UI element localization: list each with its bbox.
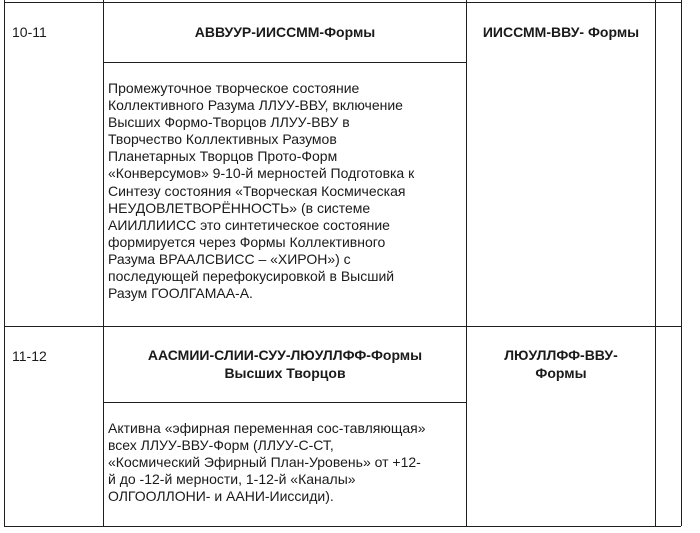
table-border-right <box>681 0 682 526</box>
table-border-left <box>4 0 5 526</box>
row-form-title: ААСМИИ-СЛИИ-СУУ-ЛЮУЛЛФФ-Формы Высших Творцов <box>147 347 423 381</box>
table-border-top <box>4 2 681 3</box>
row-description: Промежуточное творческое состояние Коллективного Разума ЛЛУУ-ВВУ, включение Высших Формо-Творцов ЛЛУУ-ВВУ в Творчество Коллективных Разумов Планетарных Творцов Прото-Форм «Конверсумов» 9-10-й мерностей Подготовка к Синтезу состояния «Творческая Космическая НЕУДОВЛЕТВОРЁННОСТЬ» (в системе АИИЛЛИИСС это синтетическое состояние формируется через Формы Коллективного Разума ВРААЛСВИСС – «ХИРОН») с последующей перефокусировкой в Высший Разум ГООЛГАМАА-А. <box>108 80 415 302</box>
row-divider <box>4 326 681 327</box>
row-description: Активна «эфирная переменная сос-тавляющая» всех ЛЛУУ-ВВУ-Форм (ЛЛУУ-С-СТ, «Космический Эфирный План-Уровень» от +12- й до -12-й мерности, 1-12-й «Каналы» ОЛГООЛЛОНИ- и ААНИ-Иисcиди). <box>108 420 426 505</box>
row-form-title: АВВУУР-ИИССММ-Формы <box>194 24 376 40</box>
row1-title-divider <box>103 62 466 63</box>
row-range-label: 11-12 <box>12 348 47 364</box>
table-border-bottom <box>4 526 681 527</box>
row-right-title: ИИССММ-ВВУ- Формы <box>482 24 640 40</box>
row-range-label: 10-11 <box>12 24 47 40</box>
row-right-title: ЛЮУЛЛФФ-ВВУ- Формы <box>504 347 618 381</box>
table-border-col3 <box>655 0 656 526</box>
row2-title-divider <box>103 402 466 403</box>
table-border-col1 <box>103 0 104 526</box>
table-border-col2 <box>466 0 467 526</box>
